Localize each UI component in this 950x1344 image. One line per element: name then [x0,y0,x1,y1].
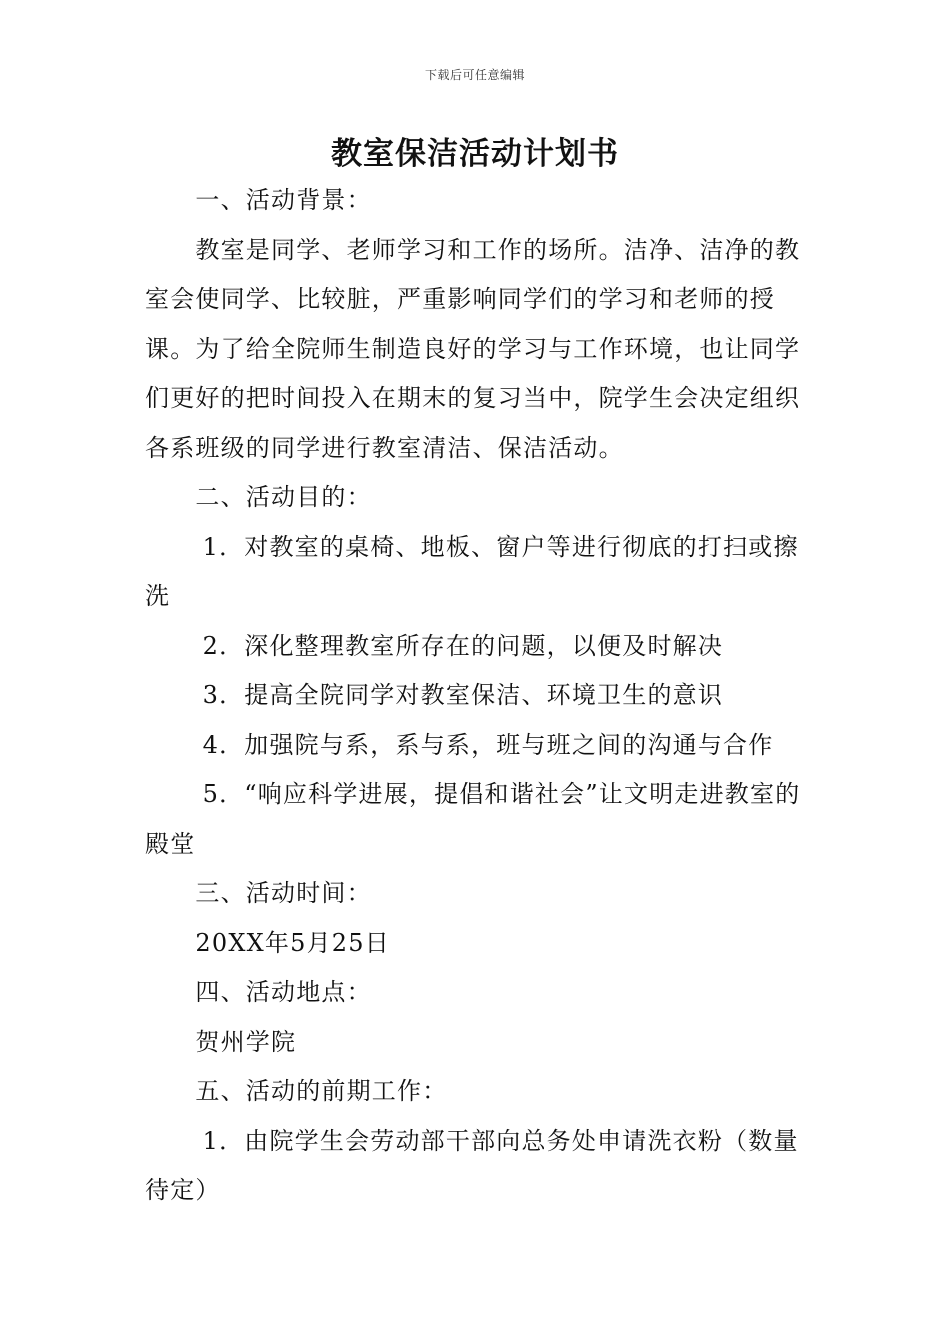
purpose-item-5: 5．“响应科学进展，提倡和谐社会”让文明走进教室的殿堂 [145,780,801,858]
section-heading-time: 三、活动时间： [195,879,372,907]
document-body [145,176,810,1216]
background-paragraph: 教室是同学、老师学习和工作的场所。洁净、洁净的教室会使同学、比较脏，严重影响同学们的学习和老师的授课。为了给全院师生制造良好的学习与工作环境，也让同学们更好的把时间投入在期末的复习当中，院学生会决定组织各系班级的同学进行教室清洁、保洁活动。 [145,235,801,462]
section-heading-location: 四、活动地点： [195,978,372,1006]
document-title: 教室保洁活动计划书 [331,136,619,172]
preparation-item-1: 1．由院学生会劳动部干部向总务处申请洗衣粉（数量待定） [145,1126,799,1204]
purpose-item-3: 3．提高全院同学对教室保洁、环境卫生的意识 [202,681,724,709]
header-note: 下载后可任意编辑 [424,68,525,82]
activity-location: 贺州学院 [195,1027,297,1056]
section-heading-purpose: 二、活动目的： [195,483,372,511]
purpose-item-4: 4．加强院与系，系与系，班与班之间的沟通与合作 [202,730,774,759]
activity-date: 20XX年5月25日 [195,928,390,957]
purpose-item-1: 1．对教室的桌椅、地板、窗户等进行彻底的打扫或擦洗 [145,532,799,610]
section-heading-background: 一、活动背景： [195,186,372,214]
section-heading-preparation: 五、活动的前期工作： [195,1077,448,1105]
purpose-item-2: 2．深化整理教室所存在的问题，以便及时解决 [202,631,724,660]
